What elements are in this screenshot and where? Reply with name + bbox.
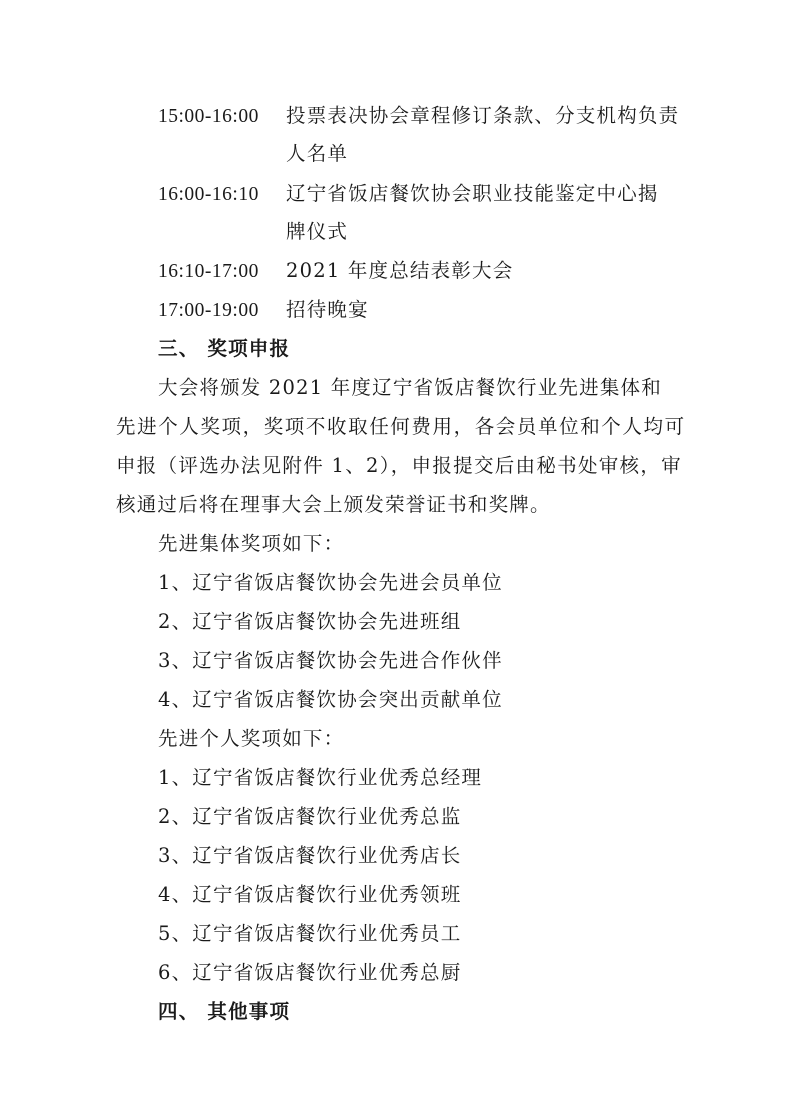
schedule-time: 17:00-19:00 [158, 300, 259, 321]
individual-awards-intro: 先进个人奖项如下： [158, 727, 345, 750]
individual-award-item: 4、辽宁省饭店餐饮行业优秀领班 [158, 883, 462, 906]
schedule-text: 投票表决协会章程修订条款、分支机构负责 [286, 104, 680, 127]
group-award-item: 1、辽宁省饭店餐饮协会先进会员单位 [158, 571, 503, 594]
individual-award-item: 6、辽宁省饭店餐饮行业优秀总厨 [158, 961, 462, 984]
group-awards-intro: 先进集体奖项如下： [158, 532, 345, 555]
schedule-item-4 [158, 297, 369, 324]
schedule-time: 15:00-16:00 [158, 106, 259, 127]
individual-award-item: 5、辽宁省饭店餐饮行业优秀员工 [158, 922, 462, 945]
paragraph-line: 核通过后将在理事大会上颁发荣誉证书和奖牌。 [116, 493, 551, 516]
individual-award-item: 1、辽宁省饭店餐饮行业优秀总经理 [158, 766, 483, 789]
group-award-item: 3、辽宁省饭店餐饮协会先进合作伙伴 [158, 649, 503, 672]
schedule-text: 2021 年度总结表彰大会 [286, 259, 514, 282]
paragraph-line: 大会将颁发 2021 年度辽宁省饭店餐饮行业先进集体和 [158, 376, 662, 399]
group-award-item: 2、辽宁省饭店餐饮协会先进班组 [158, 610, 462, 633]
schedule-text: 辽宁省饭店餐饮协会职业技能鉴定中心揭 [286, 182, 659, 205]
section-heading-other: 四、 其他事项 [158, 1000, 291, 1023]
schedule-item-2-continuation: 牌仪式 [286, 220, 349, 243]
individual-award-item: 3、辽宁省饭店餐饮行业优秀店长 [158, 844, 462, 867]
schedule-time: 16:00-16:10 [158, 184, 259, 205]
group-award-item: 4、辽宁省饭店餐饮协会突出贡献单位 [158, 688, 503, 711]
paragraph-line: 先进个人奖项，奖项不收取任何费用，各会员单位和个人均可 [116, 415, 686, 438]
schedule-item-1 [158, 103, 679, 130]
schedule-time: 16:10-17:00 [158, 261, 259, 282]
section-heading-awards: 三、 奖项申报 [158, 337, 291, 360]
paragraph-line: 申报（评选办法见附件 1、2），申报提交后由秘书处审核，审 [116, 454, 682, 477]
individual-award-item: 2、辽宁省饭店餐饮行业优秀总监 [158, 805, 462, 828]
schedule-item-2 [158, 181, 659, 208]
schedule-item-3 [158, 258, 513, 285]
schedule-item-1-continuation: 人名单 [286, 142, 349, 165]
schedule-text: 招待晚宴 [286, 298, 369, 321]
